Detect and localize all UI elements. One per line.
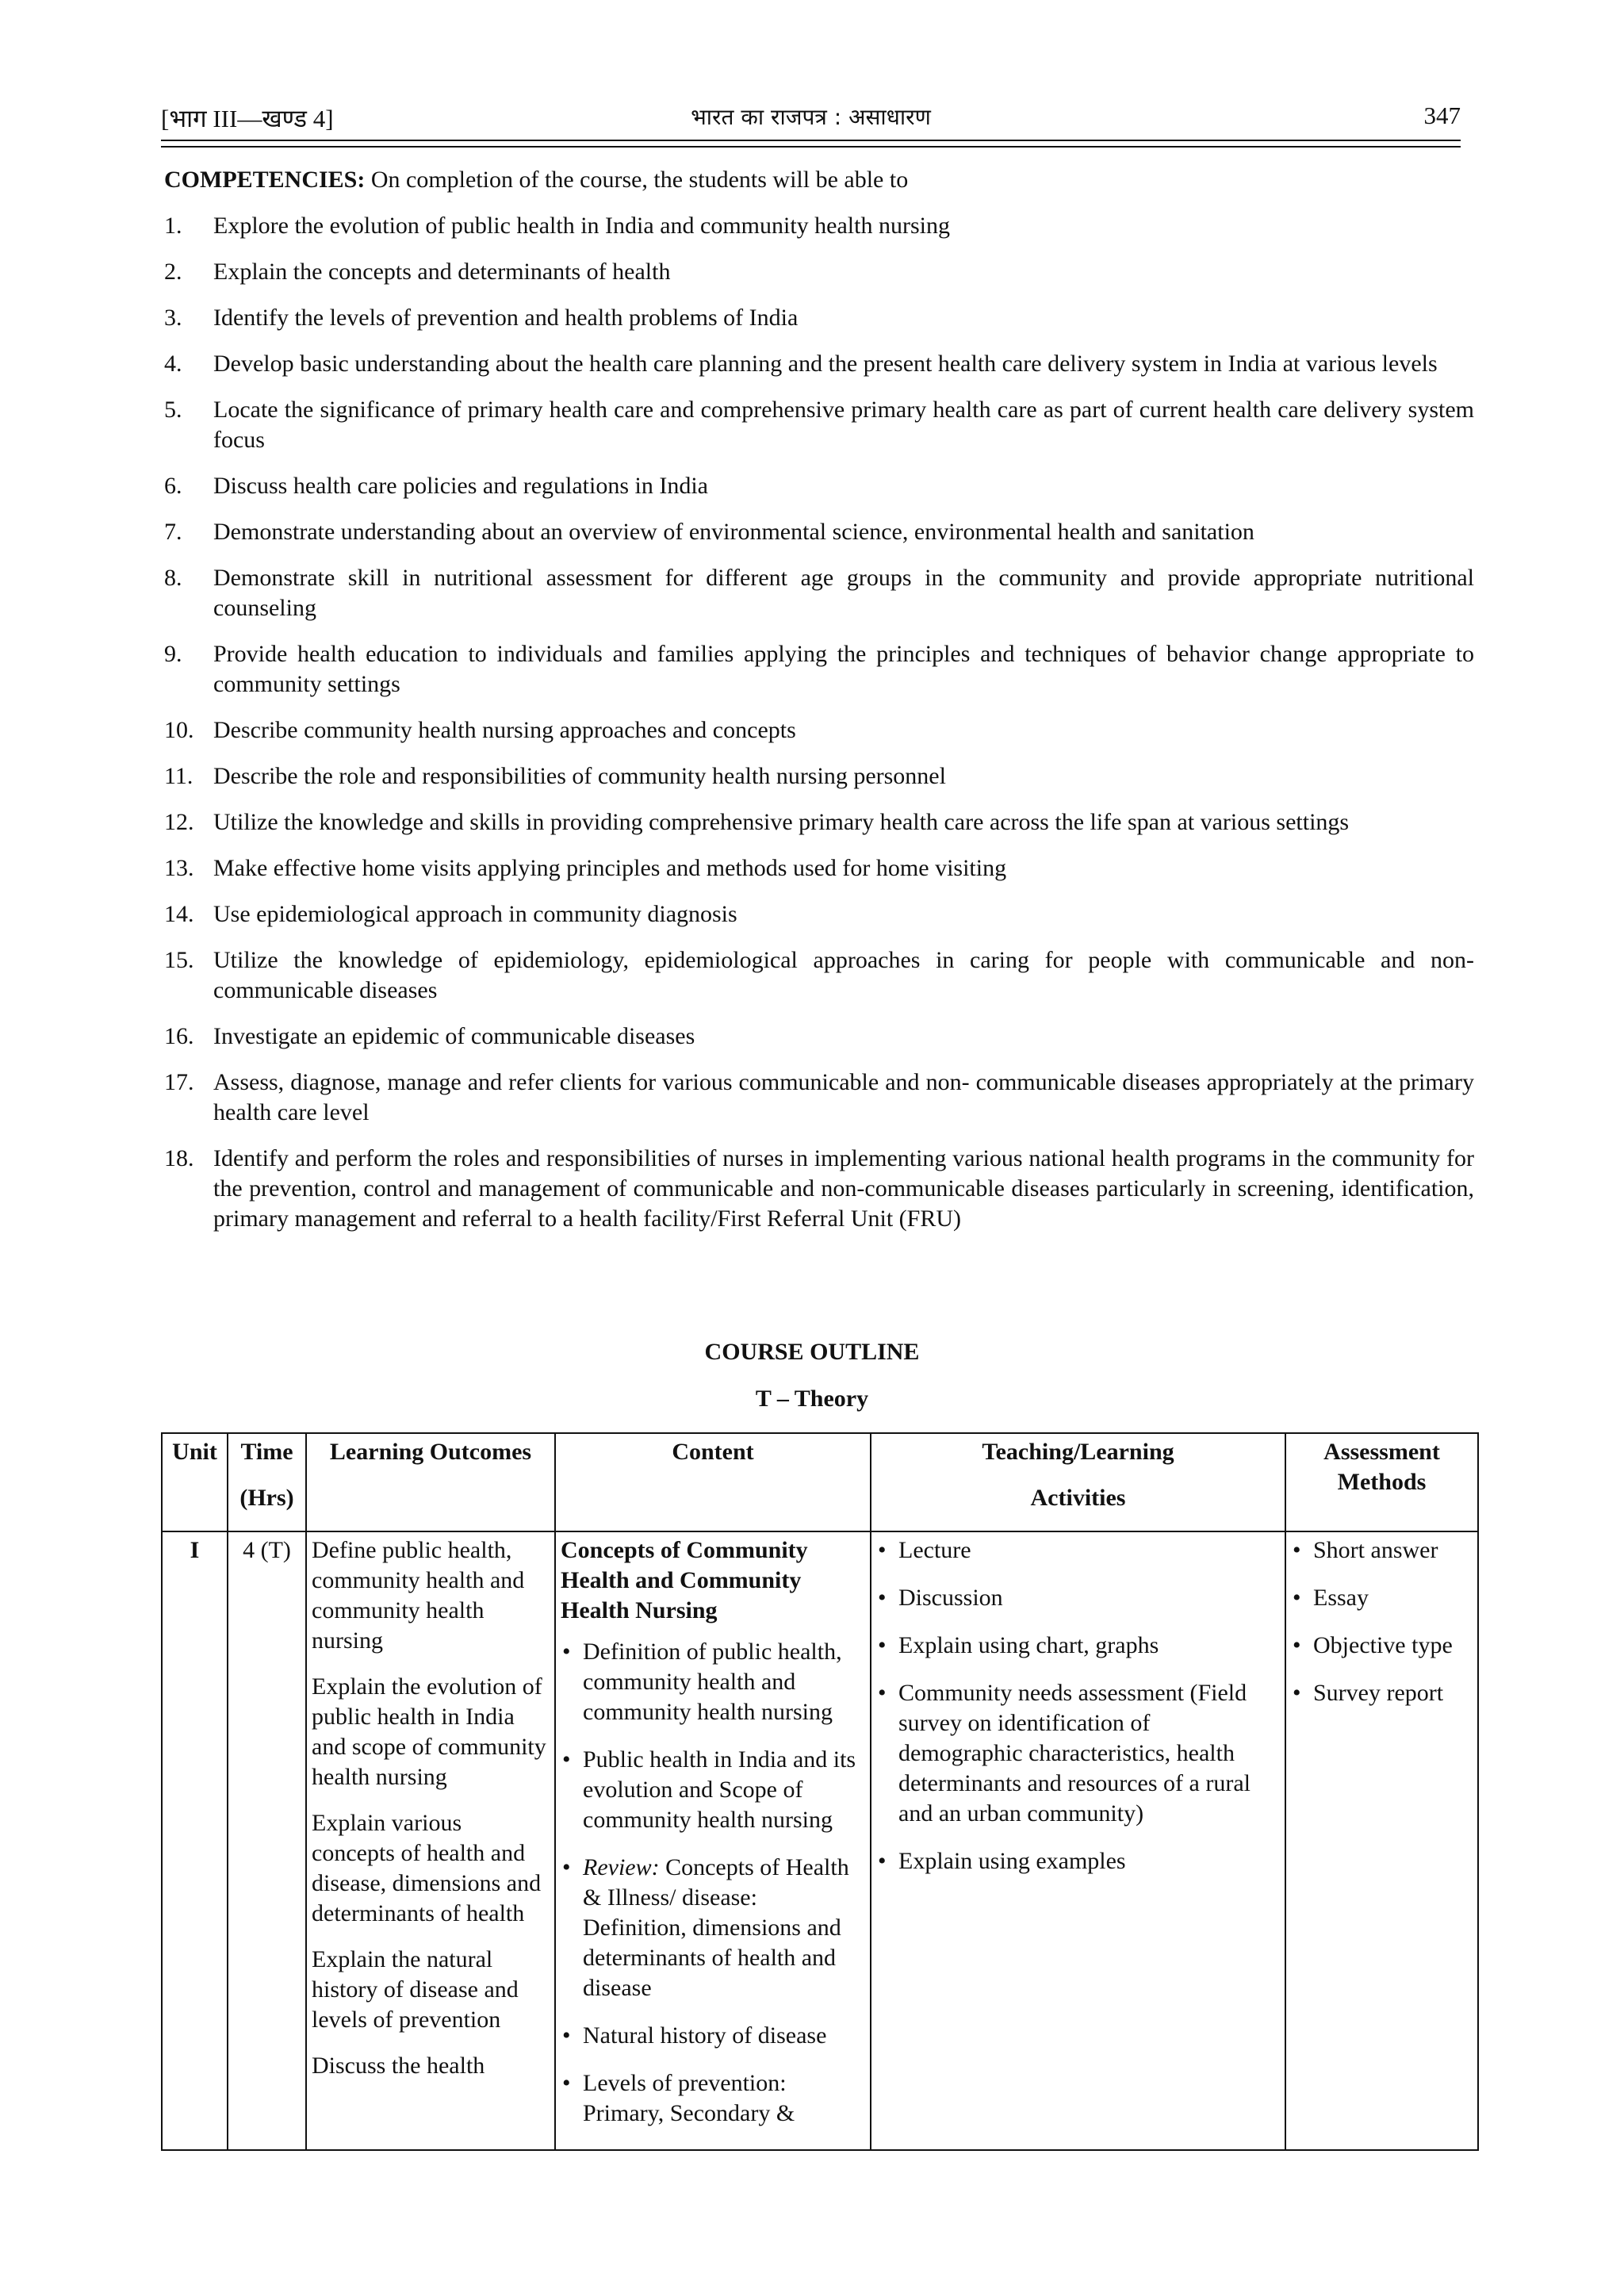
competency-text: Use epidemiological approach in community diagnosis <box>213 901 737 927</box>
content-item: • Public health in India and its evolution and Scope of community health nursing <box>561 1745 865 1835</box>
competency-text: Describe the role and responsibilities of community health nursing personnel <box>213 763 946 789</box>
competency-number: 6. <box>164 473 182 499</box>
header-unit: Unit <box>162 1433 228 1531</box>
competency-text: Explain the concepts and determinants of health <box>213 259 671 285</box>
header-time <box>228 1433 306 1531</box>
content-item: • Natural history of disease <box>561 2021 865 2051</box>
learning-outcome: Define public health, community health and community health nursing <box>312 1537 525 1654</box>
competency-number: 2. <box>164 259 182 285</box>
competency-item <box>164 807 1474 838</box>
competency-text: Assess, diagnose, manage and refer clients for various communicable and non- communicable diseases appropriately at the primary health care level <box>213 1069 1474 1125</box>
competencies-label: COMPETENCIES: <box>164 167 366 193</box>
competencies-list <box>164 211 1474 1234</box>
activities-list <box>876 1535 1280 1876</box>
review-text: Concepts of Health & Illness/ disease: Definition, dimensions and determinants of health and disease <box>583 1854 849 2001</box>
header-section-label: [भाग III—खण्ड 4] <box>161 105 334 132</box>
header-assessment-methods: Assessment Methods <box>1285 1433 1478 1531</box>
content-item: • Levels of prevention: Primary, Secondary & <box>561 2068 865 2129</box>
competency-item <box>164 471 1474 501</box>
competency-item <box>164 395 1474 455</box>
review-label: Review: <box>583 1854 660 1880</box>
competency-number: 17. <box>164 1069 194 1095</box>
competency-number: 3. <box>164 305 182 331</box>
competency-text: Investigate an epidemic of communicable diseases <box>213 1023 695 1049</box>
page-header <box>161 102 1461 138</box>
competency-item <box>164 349 1474 379</box>
competency-number: 9. <box>164 641 182 667</box>
activity-item: • Explain using chart, graphs <box>876 1631 1280 1661</box>
table-row <box>162 1531 1478 2150</box>
header-content: Content <box>555 1433 871 1531</box>
competency-number: 10. <box>164 717 194 743</box>
competency-text: Demonstrate skill in nutritional assessment for different age groups in the community and provide appropriate nutritional counseling <box>213 565 1474 621</box>
competencies-intro-text: On completion of the course, the students will be able to <box>365 167 909 193</box>
course-outline-title: COURSE OUTLINE <box>704 1339 920 1365</box>
assessment-item: • Survey report <box>1291 1678 1473 1708</box>
competency-text: Discuss health care policies and regulations in India <box>213 473 708 499</box>
competency-item <box>164 303 1474 333</box>
content-title: Concepts of Community Health and Community Health Nursing <box>561 1537 808 1623</box>
competency-text: Make effective home visits applying principles and methods used for home visiting <box>213 855 1007 881</box>
competencies-intro <box>164 165 1474 195</box>
learning-outcome: Explain the evolution of public health in India and scope of community health nursing <box>312 1673 546 1790</box>
header-teaching-learning-label: Teaching/Learning <box>982 1439 1174 1465</box>
learning-outcomes-cell <box>306 1531 555 2150</box>
competency-number: 18. <box>164 1145 194 1171</box>
competency-item <box>164 257 1474 287</box>
competency-number: 16. <box>164 1023 194 1049</box>
learning-outcome: Explain various concepts of health and disease, dimensions and determinants of health <box>312 1810 542 1926</box>
competency-item <box>164 639 1474 700</box>
competency-number: 4. <box>164 351 182 377</box>
theory-subtitle: T – Theory <box>755 1386 869 1412</box>
header-rule-bottom <box>161 146 1461 148</box>
activities-cell <box>871 1531 1285 2150</box>
unit-cell: I <box>162 1531 228 2150</box>
competency-item <box>164 761 1474 792</box>
activity-item: • Explain using examples <box>876 1846 1280 1876</box>
content-item: • Definition of public health, community health and community health nursing <box>561 1637 865 1727</box>
learning-outcome: Discuss the health <box>312 2053 485 2079</box>
header-activities-label: Activities <box>1030 1485 1126 1511</box>
competency-text: Locate the significance of primary health care and comprehensive primary health care as part of current health care delivery system focus <box>213 397 1474 453</box>
header-teaching-learning <box>871 1433 1285 1531</box>
competency-number: 7. <box>164 519 182 545</box>
competency-text: Identify and perform the roles and responsibilities of nurses in implementing various national health programs in the community for the prevention, control and management of communicable and non-communicable diseases particularly in screening, identification, primary management and referral to a health facility/First Referral Unit (FRU) <box>213 1145 1474 1232</box>
header-rule-top <box>161 140 1461 141</box>
header-learning-outcomes: Learning Outcomes <box>306 1433 555 1531</box>
learning-outcome: Explain the natural history of disease and levels of prevention <box>312 1946 519 2033</box>
time-cell: 4 (T) <box>228 1531 306 2150</box>
competency-number: 14. <box>164 901 194 927</box>
competency-item <box>164 563 1474 623</box>
competency-number: 8. <box>164 565 182 591</box>
page-number: 347 <box>1423 102 1461 129</box>
competency-item <box>164 1144 1474 1234</box>
course-outline-table <box>161 1432 1479 2151</box>
competency-number: 5. <box>164 397 182 423</box>
competencies-section <box>164 165 1474 1250</box>
competency-number: 15. <box>164 947 194 973</box>
competency-number: 13. <box>164 855 194 881</box>
competency-text: Describe community health nursing approaches and concepts <box>213 717 796 743</box>
header-gazette-title: भारत का राजपत्र : असाधारण <box>691 104 931 130</box>
competency-item <box>164 853 1474 884</box>
assessment-cell <box>1285 1531 1478 2150</box>
competency-text: Identify the levels of prevention and health problems of India <box>213 305 799 331</box>
competency-item <box>164 715 1474 746</box>
competency-text: Explore the evolution of public health in India and community health nursing <box>213 213 950 239</box>
content-item-review <box>561 1853 865 2003</box>
activity-item: • Lecture <box>876 1535 1280 1566</box>
assessment-list <box>1291 1535 1473 1708</box>
competency-number: 1. <box>164 213 182 239</box>
competency-number: 12. <box>164 809 194 835</box>
content-cell <box>555 1531 871 2150</box>
competency-text: Develop basic understanding about the health care planning and the present health care delivery system in India at various levels <box>213 351 1438 377</box>
competency-item <box>164 211 1474 241</box>
competency-item <box>164 517 1474 547</box>
competency-item <box>164 945 1474 1006</box>
table-header-row <box>162 1433 1478 1531</box>
competency-text: Demonstrate understanding about an overview of environmental science, environmental health and sanitation <box>213 519 1254 545</box>
assessment-item: • Essay <box>1291 1583 1473 1613</box>
content-list <box>561 1637 865 2129</box>
header-time-unit: (Hrs) <box>239 1485 294 1511</box>
competency-item <box>164 899 1474 930</box>
activity-item: • Community needs assessment (Field survey on identification of demographic characteristics, health determinants and resources of a rural and an urban community) <box>876 1678 1280 1829</box>
activity-item: • Discussion <box>876 1583 1280 1613</box>
assessment-item: • Short answer <box>1291 1535 1473 1566</box>
competency-item <box>164 1068 1474 1128</box>
header-time-label: Time <box>240 1439 293 1465</box>
competency-text: Utilize the knowledge of epidemiology, epidemiological approaches in caring for people with communicable and non-communicable diseases <box>213 947 1474 1003</box>
competency-number: 11. <box>164 763 193 789</box>
competency-text: Utilize the knowledge and skills in providing comprehensive primary health care across the life span at various settings <box>213 809 1350 835</box>
competency-item <box>164 1022 1474 1052</box>
competency-text: Provide health education to individuals and families applying the principles and techniques of behavior change appropriate to community settings <box>213 641 1474 697</box>
assessment-item: • Objective type <box>1291 1631 1473 1661</box>
